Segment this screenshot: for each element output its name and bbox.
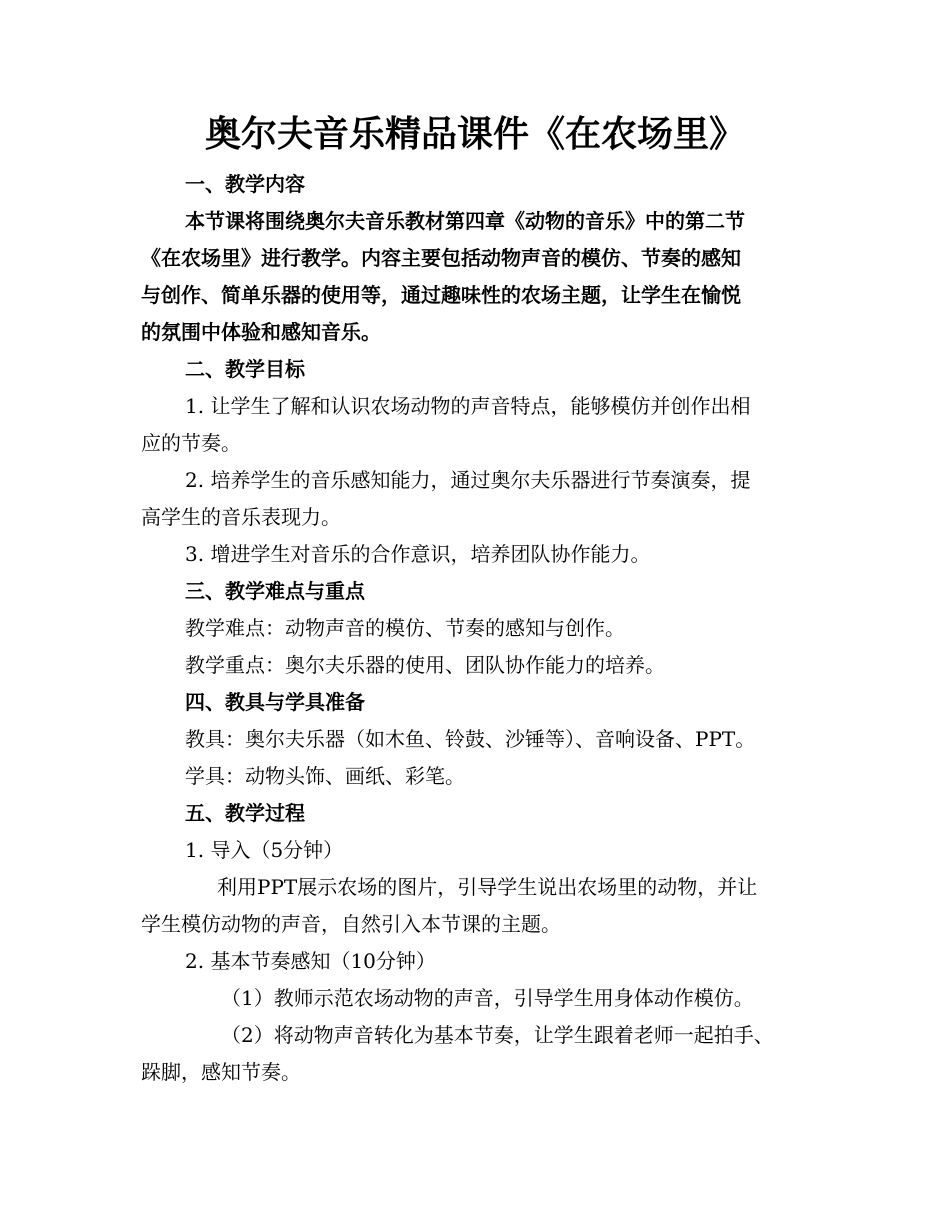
list-item-line: 应的节奏。 [141, 431, 241, 455]
list-item-line: （1）教师示范农场动物的声音，引导学生用身体动作模仿。 [221, 986, 754, 1010]
list-item-line: （2）将动物声音转化为基本节奏，让学生跟着老师一起拍手、 [221, 1023, 774, 1047]
document-body [141, 166, 811, 1091]
list-item-line: 高学生的音乐表现力。 [141, 505, 341, 529]
section-heading-content: 一、教学内容 [185, 172, 305, 196]
list-item-line: 1. 导入（5分钟） [185, 838, 344, 862]
paragraph-line: 教学重点：奥尔夫乐器的使用、团队协作能力的培养。 [185, 653, 665, 677]
paragraph-line: 《在农场里》进行教学。内容主要包括动物声音的模仿、节奏的感知 [141, 246, 741, 270]
paragraph-line: 教具：奥尔夫乐器（如木鱼、铃鼓、沙锤等）、音响设备、PPT。 [185, 727, 756, 751]
list-item-line: 3. 增进学生对音乐的合作意识，培养团队协作能力。 [185, 542, 651, 566]
paragraph-line: 的氛围中体验和感知音乐。 [141, 320, 381, 344]
list-item-line: 2. 基本节奏感知（10分钟） [185, 949, 436, 973]
list-item-line: 1. 让学生了解和认识农场动物的声音特点，能够模仿并创作出相 [185, 394, 751, 418]
paragraph-line: 学生模仿动物的声音，自然引入本节课的主题。 [141, 912, 561, 936]
section-heading-difficulties: 三、教学难点与重点 [185, 579, 365, 603]
paragraph-line: 学具：动物头饰、画纸、彩笔。 [185, 764, 465, 788]
list-item-line: 2. 培养学生的音乐感知能力，通过奥尔夫乐器进行节奏演奏，提 [185, 468, 751, 492]
section-heading-process: 五、教学过程 [185, 801, 305, 825]
paragraph-line: 教学难点：动物声音的模仿、节奏的感知与创作。 [185, 616, 625, 640]
document-title: 奥尔夫音乐精品课件《在农场里》 [204, 113, 745, 155]
paragraph-line: 与创作、简单乐器的使用等，通过趣味性的农场主题，让学生在愉悦 [141, 283, 741, 307]
paragraph-line: 利用PPT展示农场的图片，引导学生说出农场里的动物，并让 [217, 875, 758, 899]
section-heading-materials: 四、教具与学具准备 [185, 690, 365, 714]
paragraph-line: 跺脚，感知节奏。 [141, 1060, 301, 1084]
paragraph-line: 本节课将围绕奥尔夫音乐教材第四章《动物的音乐》中的第二节 [185, 209, 745, 233]
section-heading-goals: 二、教学目标 [185, 357, 305, 381]
